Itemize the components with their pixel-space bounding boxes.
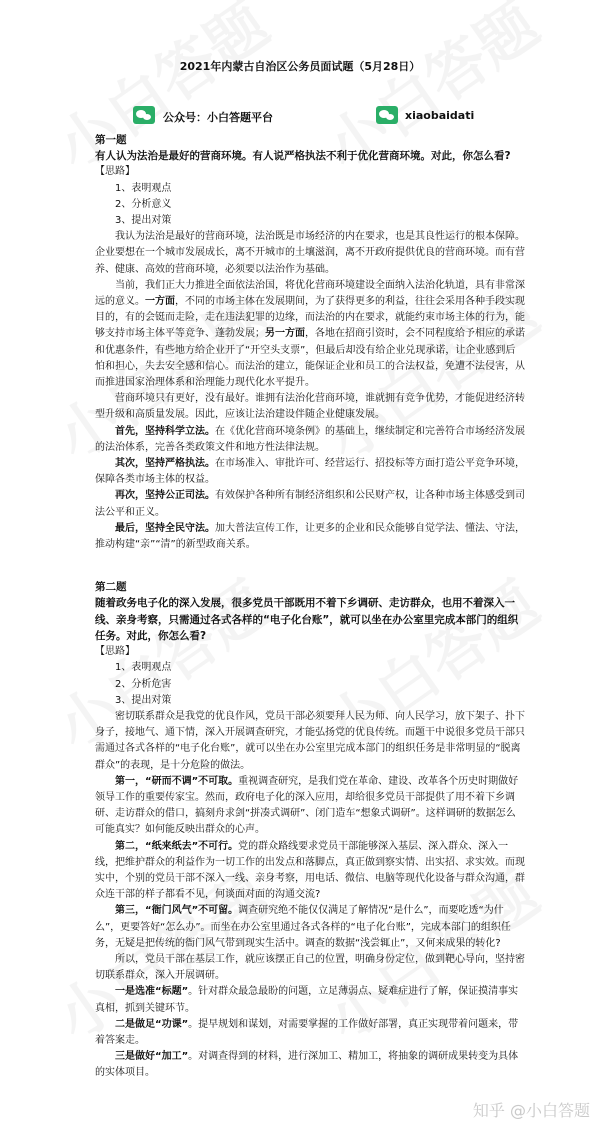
q2-countermeasure bbox=[95, 984, 525, 1016]
q1-question: 有人认为法治是最好的营商环境。有人说严格执法不利于优化营商环境。对此，你怎么看? bbox=[95, 150, 511, 163]
q2-thinking-title: 【思路】 bbox=[95, 646, 135, 658]
text-run: 当前，我们正大力推进全面依法治国，将优化营商环境建设全面纳入法治化轨道，具有非常深远的意义。 bbox=[95, 279, 525, 308]
countermeasure-heading: 二是做足“功课” bbox=[115, 1018, 189, 1030]
measure-heading: 再次，坚持公正司法。 bbox=[115, 490, 215, 502]
harm-text: 调查研究绝不能仅仅满足了解情况“是什么”，而要吃透“为什么”，更要答好“怎么办”。而坐在办公室里通过各式各样的“电子化台账”，完成本部门的组织任务，无疑是把传统的衙门风气带到现实生活中。调查的数据“浅尝辄止”，又何来成果的转化? bbox=[95, 905, 511, 949]
page-title: 2021年内蒙古自治区公务员面试题（5月28日） bbox=[179, 60, 421, 73]
q2-harm bbox=[95, 839, 525, 904]
measure-text: 加大普法宣传工作，让更多的企业和民众能够自觉学法、懂法、守法，推动构建“亲”“清”的新型政商关系。 bbox=[95, 522, 525, 551]
text-run: ，各地在招商引资时，会不同程度给予相应的承诺和优惠条件，有些地方给企业开了“开空头支票”，但最后却没有给企业兑现承诺，让企业感到后怕和担心，失去安全感和信心。而法治的建立，能保证企业和员工的合法权益，免遭不法侵害，从而推进国家治理体系和治理能力现代化水平提升。 bbox=[95, 328, 525, 389]
q1-number: 第一题 bbox=[95, 134, 127, 146]
q2-paragraph: 密切联系群众是我党的优良作风，党员干部必须要拜人民为师、向人民学习，放下架子、扑下身子，接地气、通下情，深入开展调查研究，才能弘扬党的优良传统。而题干中说很多党员干部只需通过各式各样的“电子化台账”，就可以坐在办公室里完成本部门的组织任务是非常明显的“脱离群众”的表现，是十分危险的做法。 bbox=[95, 710, 525, 771]
measure-text: 在市场准入、审批许可、经营运行、招投标等方面打造公平竞争环境，保障各类市场主体的权益。 bbox=[95, 458, 525, 486]
q1-measure bbox=[95, 521, 525, 553]
q2-thinking-item: 3、提出对策 bbox=[115, 694, 172, 706]
section-gap bbox=[95, 553, 525, 579]
harm-heading: 第一，“研而不调”不可取。 bbox=[115, 775, 239, 787]
harm-heading: 第二，“纸来纸去”不可行。 bbox=[115, 840, 239, 852]
q1-thinking-title: 【思路】 bbox=[95, 166, 135, 178]
countermeasure-text: 。对调查得到的材料，进行深加工、精加工，将抽象的调研成果转变为具体的实体项目。 bbox=[95, 1051, 519, 1079]
text-run: ，不同的市场主体在发展期间，为了获得更多的利益，往往会采用各种手段实现目的，有的会铤而走险，走在违法犯罪的边缘，而法治的内在要求，就能约束市场主体的行为，能够支持市场主体平等竞争、蓬勃发展； bbox=[95, 296, 525, 340]
q2-countermeasure bbox=[95, 1049, 525, 1081]
q2-thinking-item: 1、表明观点 bbox=[115, 662, 172, 674]
harm-text: 党的群众路线要求党员干部能够深入基层、深入群众、深入一线，把维护群众的利益作为一切工作的出发点和落脚点，真正做到察实情、出实招、求实效。而现实中，个别的党员干部不深入一线、亲身考察，用电话、微信、电脑等现代化设备与群众沟通，群众连干部的样子都看不见，何谈面对面的沟通交流? bbox=[95, 840, 525, 901]
q2-harm bbox=[95, 903, 525, 952]
content-body bbox=[95, 132, 525, 1082]
source-id: xiaobaidati bbox=[405, 109, 475, 122]
measure-text: 在《优化营商环境条例》的基础上，继续制定和完善符合市场经济发展的法治体系，完善各类政策文件和地方性法律法规。 bbox=[95, 425, 525, 453]
countermeasure-text: 。针对群众最急最盼的问题，立足薄弱点、疑难症进行了解，保证摸清事实真相，抓到关键环节。 bbox=[95, 986, 519, 1014]
measure-heading: 首先，坚持科学立法。 bbox=[115, 425, 215, 437]
q2-question: 随着政务电子化的深入发展，很多党员干部既用不着下乡调研、走访群众，也用不着深入一线、亲身考察，只需通过各式各样的“电子化台账”，就可以坐在办公室里完成本部门的组织任务。对此，你怎么看? bbox=[95, 597, 519, 642]
wechat-icon bbox=[133, 106, 155, 124]
q2-paragraph: 所以，党员干部在基层工作，就应该摆正自己的位置，明确身份定位，做到靶心导向，坚持密切联系群众，深入开展调研。 bbox=[95, 953, 525, 982]
q1-thinking-item: 3、提出对策 bbox=[115, 215, 172, 227]
q2-thinking-item: 2、分析危害 bbox=[115, 678, 172, 690]
q2-countermeasure bbox=[95, 1017, 525, 1049]
measure-heading: 其次，坚持严格执法。 bbox=[115, 458, 215, 470]
text-run-bold: 一方面 bbox=[145, 296, 175, 308]
zhihu-watermark: 知乎 @小白答题 bbox=[472, 1101, 590, 1120]
q1-measure bbox=[95, 456, 525, 488]
countermeasure-heading: 三是做好“加工” bbox=[115, 1051, 189, 1063]
measure-text: 有效保护各种所有制经济组织和公民财产权，让各种市场主体感受到司法公平和正义。 bbox=[95, 490, 525, 518]
q1-paragraph: 我认为法治是最好的营商环境，法治既是市场经济的内在要求，也是其良性运行的根本保障。企业要想在一个城市发展成长，离不开城市的土壤滋润，离不开政府提供优良的营商环境。而有营养、健康、高效的营商环境，必须要以法治作为基础。 bbox=[95, 231, 525, 275]
countermeasure-text: 。提早规划和谋划，对需要掌握的工作做好部署，真正实现带着问题来，带着答案走。 bbox=[95, 1018, 519, 1046]
q2-number: 第二题 bbox=[95, 581, 127, 594]
measure-heading: 最后，坚持全民守法。 bbox=[115, 522, 215, 534]
q1-thinking-item: 2、分析意义 bbox=[115, 198, 172, 210]
q1-thinking-item: 1、表明观点 bbox=[115, 182, 172, 194]
countermeasure-heading: 一是选准“标题” bbox=[115, 986, 189, 998]
wechat-icon bbox=[376, 106, 398, 124]
harm-text: 重视调查研究，是我们党在革命、建设、改革各个历史时期做好领导工作的重要传家宝。然而，政府电子化的深入应用，却给很多党员干部提供了用不着下乡调研、走访群众的借口，搞刻舟求剑“拼凑式调研”、闭门造车“想象式调研”。这样调研的数据怎么可能真实？如何能反映出群众的心声。 bbox=[95, 775, 519, 836]
text-run-bold: 另一方面 bbox=[265, 328, 305, 340]
q1-paragraph: 营商环境只有更好，没有最好。谁拥有法治化营商环境，谁就拥有竞争优势，才能促进经济转型升级和高质量发展。因此，应该让法治建设伴随企业健康发展。 bbox=[95, 393, 525, 421]
q1-paragraph bbox=[95, 278, 525, 391]
q1-measure bbox=[95, 488, 525, 520]
source-row bbox=[0, 106, 600, 128]
q2-harm bbox=[95, 774, 525, 839]
harm-heading: 第三，“衙门风气”不可留。 bbox=[115, 905, 239, 917]
q1-measure bbox=[95, 424, 525, 456]
source-account: 公众号：小白答题平台 bbox=[163, 111, 273, 124]
